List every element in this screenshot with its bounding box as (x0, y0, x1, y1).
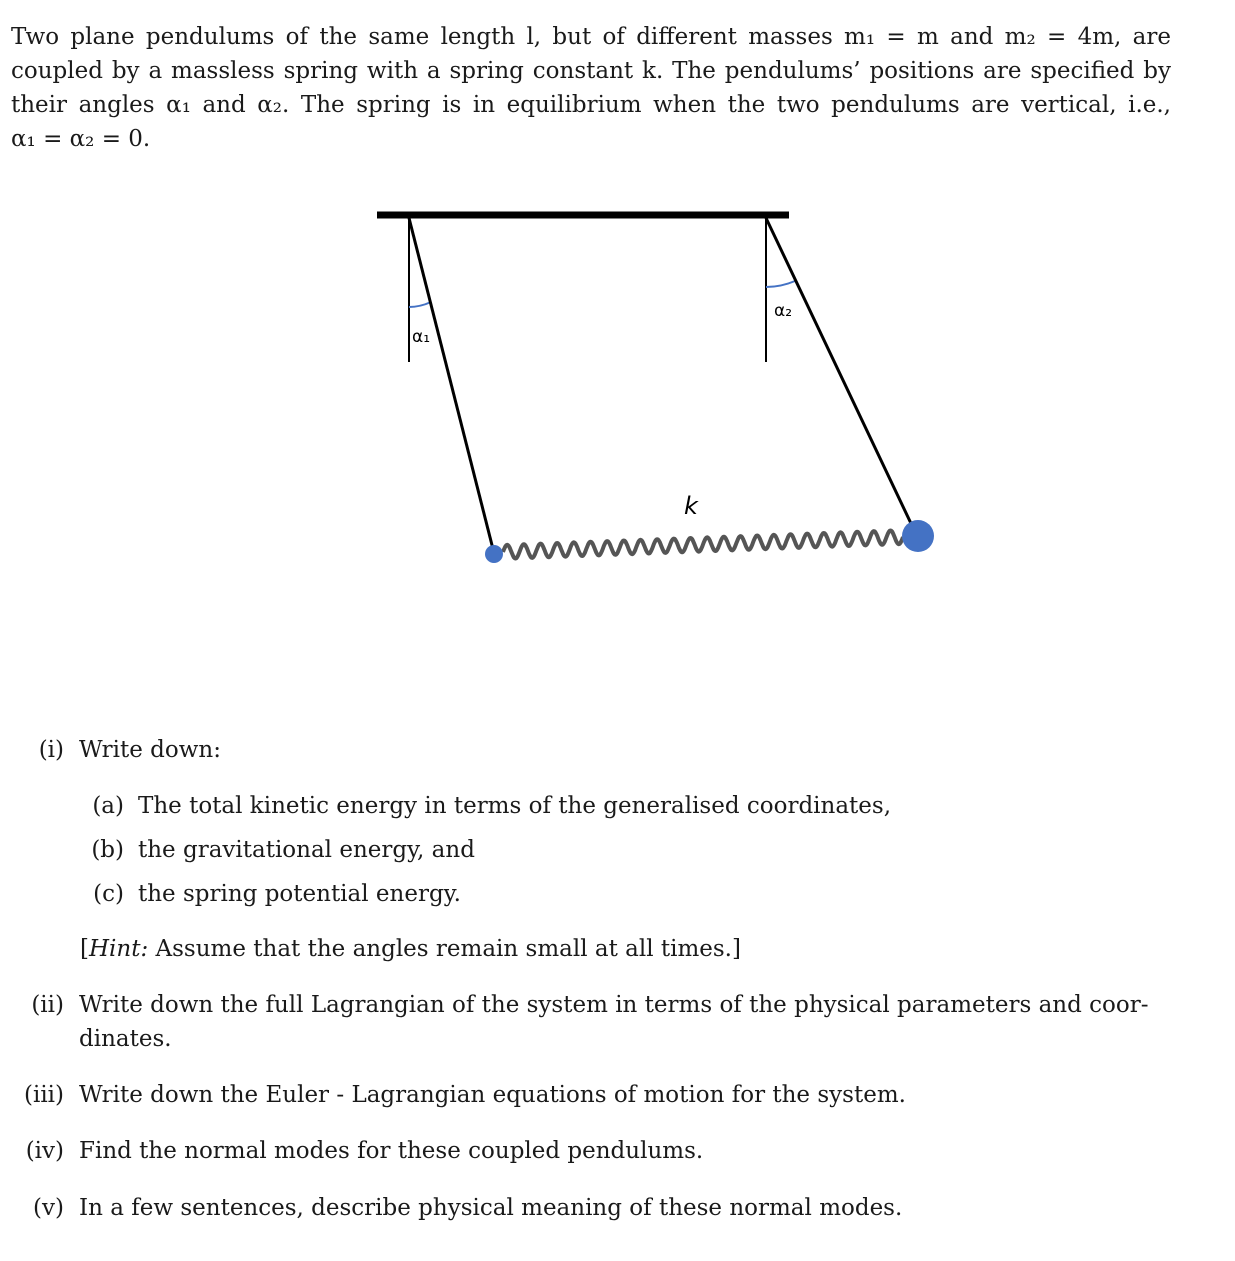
intro-line-4: α₁ = α₂ = 0. (11, 126, 151, 152)
spring-constant-label: k (684, 492, 698, 520)
question-v-text: In a few sentences, describe physical meaning of these normal modes. (79, 1195, 903, 1221)
question-b-text: the gravitational energy, and (138, 837, 475, 863)
question-iii-label: (iii) (23, 1082, 64, 1108)
question-c-text: the spring potential energy. (138, 881, 461, 907)
pendulum-rod-2 (766, 218, 916, 534)
angle-arc-2 (766, 281, 795, 287)
question-iii-text: Write down the Euler - Lagrangian equations of motion for the system. (79, 1082, 906, 1108)
question-i-text: Write down: (79, 737, 221, 763)
mass-2 (902, 520, 934, 552)
alpha1-label: α₁ (412, 327, 431, 347)
mass-1 (485, 545, 503, 563)
spring (503, 531, 903, 559)
question-i-label: (i) (38, 737, 64, 763)
question-b-label: (b) (91, 837, 124, 863)
intro-line-3: their angles α₁ and α₂. The spring is in equilibrium when the two pendulums are vertical, i.e., (11, 92, 1171, 118)
question-ii-text-line1: Write down the full Lagrangian of the system in terms of the physical parameters and coor- (79, 992, 1149, 1018)
question-a-text: The total kinetic energy in terms of the generalised coordinates, (138, 793, 892, 819)
question-iv-label: (iv) (25, 1138, 64, 1164)
angle-arc-1 (409, 302, 431, 307)
question-v-label: (v) (33, 1195, 64, 1221)
question-c-label: (c) (93, 881, 124, 907)
intro-line-2: coupled by a massless spring with a spring constant k. The pendulums’ positions are specified by (11, 58, 1171, 84)
hint-text: Assume that the angles remain small at all times.] (148, 936, 741, 962)
intro-line-1: Two plane pendulums of the same length l, but of different masses m₁ = m and m₂ = 4m, are (11, 24, 1171, 50)
question-a-label: (a) (92, 793, 124, 819)
hint-label: Hint: (88, 936, 149, 962)
hint-open-bracket: [ (80, 936, 89, 962)
question-ii-label: (ii) (31, 992, 64, 1018)
question-iv-text: Find the normal modes for these coupled pendulums. (79, 1138, 704, 1164)
hint (80, 932, 741, 966)
pendulum-rod-1 (409, 218, 494, 553)
question-ii-text-line2: dinates. (79, 1026, 172, 1052)
alpha2-label: α₂ (774, 301, 793, 321)
